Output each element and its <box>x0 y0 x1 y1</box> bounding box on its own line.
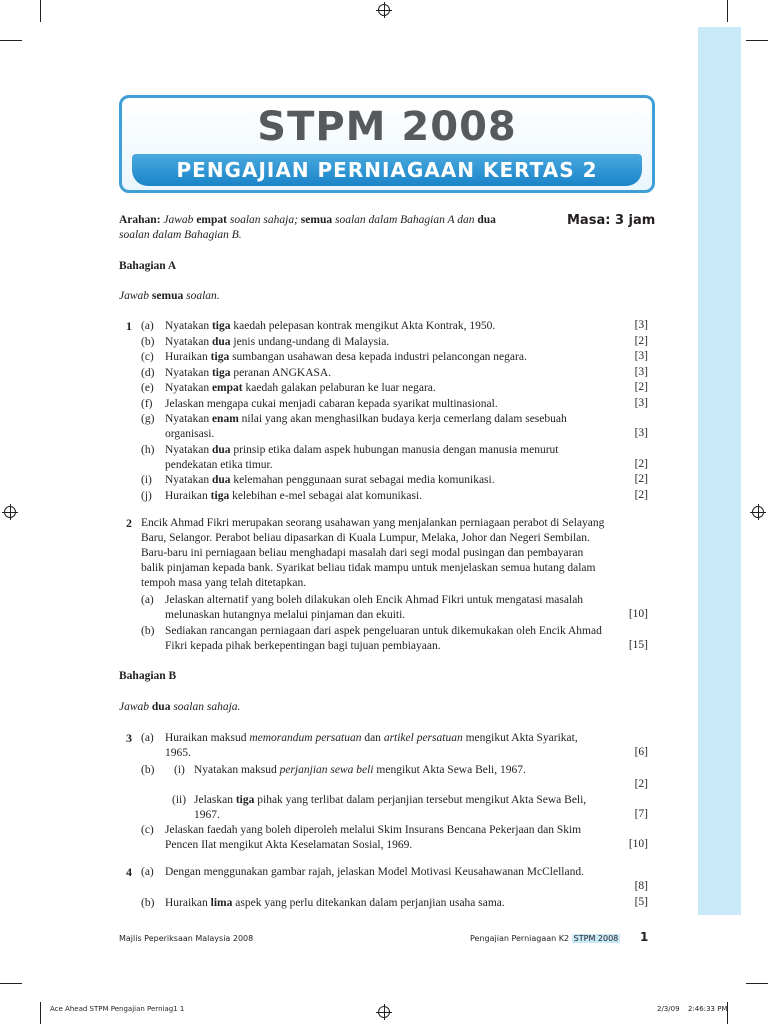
text-run: sumbangan usahawan desa kepada industri pelancongan negara. <box>229 351 527 363</box>
question-item-text <box>165 335 389 350</box>
marks: [2] <box>634 473 648 485</box>
text-run: Nyatakan <box>165 366 212 379</box>
paragraph-line: balik pinjaman kepada bank. Syarikat beliau tidak mampu untuk menjelaskan semua hutang dalam <box>141 562 596 574</box>
question-item-text <box>165 381 436 396</box>
paper-subtitle: PENGAJIAN PERNIAGAAN KERTAS 2 <box>132 154 642 186</box>
marks: [3] <box>634 350 648 362</box>
item-label: (c) <box>141 351 154 363</box>
registration-mark-icon <box>378 1006 390 1018</box>
item-label: (a) <box>141 594 154 606</box>
item-label: (e) <box>141 382 154 394</box>
item-label: (b) <box>141 897 155 909</box>
question-4b-text: Huraikan lima aspek yang perlu ditekankan dalam perjanjian usaha sama. <box>165 897 505 909</box>
text-run: Nyatakan <box>165 443 212 456</box>
page-title: STPM 2008 <box>257 104 517 150</box>
crop-mark <box>727 0 728 22</box>
item-label: (c) <box>141 824 154 836</box>
item-label: (f) <box>141 397 153 410</box>
footer-paper-name: Pengajian Perniagaan K2 STPM 2008 <box>470 934 619 943</box>
question-item-cont: melunaskan hutangnya melalui pinjaman dan ekuiti. <box>165 609 406 621</box>
subitem-label: (ii) <box>172 794 187 806</box>
item-label: (i) <box>141 474 152 486</box>
registration-mark-icon <box>752 506 764 518</box>
text-run: tiga <box>211 320 231 332</box>
item-label: (j) <box>141 489 152 502</box>
text-run: Nyatakan <box>165 335 212 348</box>
crop-mark <box>40 1002 41 1024</box>
marks: [2] <box>634 334 648 347</box>
instructions-line-1: Arahan: Jawab empat soalan sahaja; semua soalan dalam Bahagian A dan dua <box>119 214 496 226</box>
print-slug-file: Ace Ahead STPM Pengajian Perniag1 1 <box>50 1005 185 1013</box>
item-label: (h) <box>141 443 155 456</box>
text-run: kaedah galakan pelaburan ke luar negara. <box>242 382 436 394</box>
page-number: 1 <box>640 930 649 944</box>
paragraph-line: tempoh masa yang telah ditetapkan. <box>141 577 307 589</box>
text-run: Nyatakan <box>165 413 212 425</box>
marks: [2] <box>634 488 648 501</box>
item-label: (b) <box>141 625 155 637</box>
text-run: tiga <box>210 489 230 502</box>
item-label: (a) <box>141 732 154 744</box>
text-run: Nyatakan <box>165 474 212 486</box>
marks: [3] <box>634 396 648 409</box>
section-a-instruction: Jawab semua soalan. <box>119 290 220 302</box>
question-item-text: Jelaskan alternatif yang boleh dilakukan oleh Encik Ahmad Fikri untuk mengatasi masalah <box>165 594 584 606</box>
question-item-cont: Fikri kepada pihak berkepentingan bagi tujuan pembiayaan. <box>165 640 441 652</box>
crop-mark <box>746 983 768 984</box>
text-run: peranan ANGKASA. <box>230 366 332 379</box>
question-3b-ii-text: Jelaskan tiga pihak yang terlibat dalam perjanjian tersebut mengikut Akta Sewa Beli, <box>194 794 587 806</box>
marks: [3] <box>634 319 648 331</box>
question-item-cont: pendekatan etika timur. <box>165 458 273 471</box>
text-run: prinsip etika dalam aspek hubungan manusia dengan manusia menurut <box>230 443 559 456</box>
text-run: Huraikan <box>165 489 211 502</box>
question-item-text <box>165 319 495 334</box>
section-b-title: Bahagian B <box>119 670 177 682</box>
registration-mark-icon <box>378 4 390 16</box>
crop-mark <box>0 983 22 984</box>
crop-mark <box>746 40 768 41</box>
instructions-line-2: soalan dalam Bahagian B. <box>119 229 242 241</box>
side-color-tab <box>698 27 741 915</box>
section-a-title: Bahagian A <box>119 260 177 272</box>
text-run: Huraikan <box>165 351 211 363</box>
paragraph-line: Encik Ahmad Fikri merupakan seorang usahawan yang menjalankan perniagaan perabot di Selayang <box>141 517 605 529</box>
footer-publisher: Majlis Peperiksaan Malaysia 2008 <box>119 934 254 943</box>
question-number: 4 <box>126 865 132 879</box>
question-3c-text: Jelaskan faedah yang boleh diperoleh melalui Skim Insurans Bencana Pekerjaan dan Skim <box>165 824 582 836</box>
crop-mark <box>40 0 41 22</box>
text-run: tiga <box>211 366 231 379</box>
question-item-text <box>165 473 495 488</box>
time-allowed: Masa: 3 jam <box>567 213 656 228</box>
question-number: 3 <box>126 731 132 745</box>
item-label: (a) <box>141 320 154 332</box>
text-run: kelebihan e-mel sebagai alat komunikasi. <box>229 489 423 502</box>
registration-mark-icon <box>4 506 16 518</box>
question-item-text <box>165 350 527 365</box>
marks: [3] <box>634 427 648 439</box>
question-3a-text: Huraikan maksud memorandum persatuan dan artikel persatuan mengikut Akta Syarikat, <box>165 732 578 744</box>
marks: [2] <box>634 778 648 790</box>
question-3b-ii-cont: 1967. <box>194 809 220 821</box>
marks: [15] <box>628 639 648 651</box>
text-run: dua <box>211 335 231 348</box>
print-slug-date: 2/3/09 <box>657 1005 680 1013</box>
question-3a-cont: 1965. <box>165 747 191 759</box>
question-item-text <box>165 443 559 458</box>
item-label: (g) <box>141 413 155 425</box>
text-run: dua <box>211 443 231 456</box>
text-run: Jelaskan mengapa cukai menjadi cabaran kepada syarikat multinasional. <box>165 397 498 410</box>
text-run: kaedah pelepasan kontrak mengikut Akta Kontrak, 1950. <box>230 320 496 332</box>
question-item-text <box>165 397 498 412</box>
marks: [10] <box>628 608 648 620</box>
marks: [2] <box>634 381 648 393</box>
text-run: nilai yang akan menghasilkan budaya kerja cemerlang dalam sesebuah <box>238 413 567 425</box>
paragraph-line: Baru-baru ini perniagaan beliau menghadapi masalah dari segi modal pusingan dan pembayaran <box>141 547 584 559</box>
crop-mark <box>0 40 22 41</box>
item-label: (a) <box>141 866 154 878</box>
question-number: 2 <box>126 516 132 530</box>
text-run: kelemahan penggunaan surat sebagai media komunikasi. <box>230 474 495 486</box>
marks: [7] <box>634 808 648 820</box>
marks: [6] <box>634 746 648 758</box>
marks: [8] <box>634 880 648 892</box>
question-3c-cont: Pencen Ilat mengikut Akta Keselamatan Sosial, 1969. <box>165 839 413 851</box>
text-run: Nyatakan <box>165 382 212 394</box>
print-slug-time: 2:46:33 PM <box>688 1005 728 1013</box>
text-run: enam <box>211 413 239 425</box>
item-label: (b) <box>141 335 155 348</box>
header-banner <box>119 95 655 193</box>
marks: [2] <box>634 457 648 470</box>
marks: [5] <box>634 896 648 908</box>
item-label: (b) <box>141 764 155 776</box>
text-run: tiga <box>210 351 230 363</box>
text-run: dua <box>211 474 231 486</box>
question-item-text <box>165 412 567 427</box>
marks: [3] <box>634 365 648 378</box>
text-run: empat <box>211 382 243 394</box>
section-b-instruction: Jawab dua soalan sahaja. <box>119 701 241 713</box>
item-label: (d) <box>141 366 155 379</box>
marks: [10] <box>628 838 648 850</box>
question-4a-text: Dengan menggunakan gambar rajah, jelaskan Model Motivasi Keusahawanan McClelland. <box>165 866 584 878</box>
question-3b-i-text: Nyatakan maksud perjanjian sewa beli mengikut Akta Sewa Beli, 1967. <box>194 764 526 776</box>
subitem-label: (i) <box>174 764 185 776</box>
paragraph-line: Baru, Selangor. Perabot beliau dipasarkan di Kuala Lumpur, Melaka, Johor dan Negeri Sembilan. <box>141 532 590 544</box>
question-item-cont: organisasi. <box>165 428 215 440</box>
text-run: Nyatakan <box>165 320 212 332</box>
question-number: 1 <box>126 319 132 333</box>
question-item-text: Sediakan rancangan perniagaan dari aspek pengeluaran untuk dikemukakan oleh Encik Ahmad <box>165 625 602 637</box>
text-run: jenis undang-undang di Malaysia. <box>230 335 390 348</box>
question-item-text <box>165 366 331 381</box>
question-item-text <box>165 489 422 504</box>
